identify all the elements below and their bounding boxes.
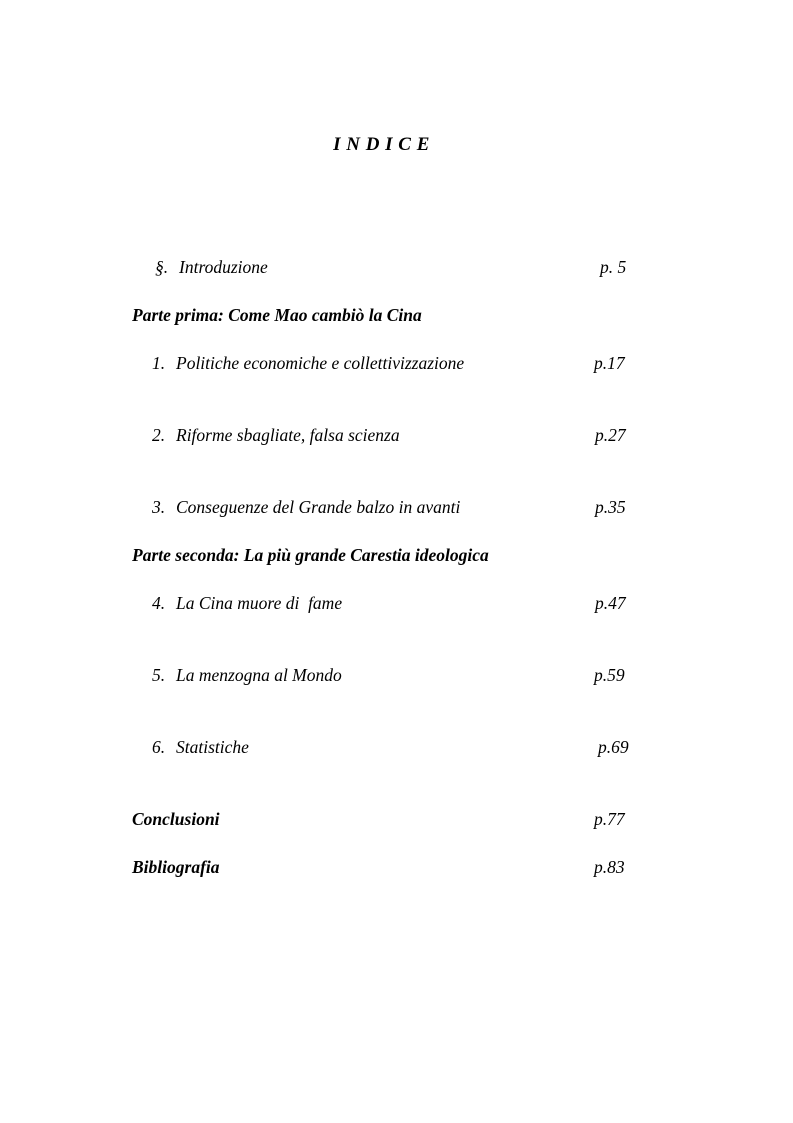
toc-page-ref: p.27 — [595, 425, 626, 445]
toc-entry-label: Introduzione — [179, 257, 268, 277]
toc-page-ref: p.35 — [595, 497, 626, 517]
toc-entry-marker: 4. — [152, 593, 166, 613]
toc-entry-chapter-2 — [152, 424, 400, 446]
toc-entry-marker: 1. — [152, 353, 166, 373]
toc-page-ref: p.59 — [594, 665, 625, 685]
toc-part-heading: Parte seconda: La più grande Carestia ideologica — [132, 545, 489, 565]
toc-entry-bibliografia: Bibliografia — [132, 857, 220, 877]
toc-entry-marker: 5. — [152, 665, 166, 685]
toc-entry-label: Riforme sbagliate, falsa scienza — [176, 425, 400, 445]
toc-page-ref: p.77 — [594, 809, 625, 829]
toc-entry-marker: 6. — [152, 737, 166, 757]
toc-part-heading: Parte prima: Come Mao cambiò la Cina — [132, 305, 422, 325]
toc-entry-chapter-5 — [152, 664, 342, 686]
toc-entry-chapter-4 — [152, 592, 342, 614]
toc-entry-label: Politiche economiche e collettivizzazione — [176, 353, 465, 373]
toc-page-ref: p.83 — [594, 857, 625, 877]
toc-entry-label: Statistiche — [176, 737, 249, 757]
toc-page-ref: p.17 — [594, 353, 625, 373]
toc-entry-label: La Cina muore di fame — [176, 593, 343, 613]
toc-page-ref: p.47 — [595, 593, 626, 613]
toc-entry-chapter-3 — [152, 496, 460, 518]
toc-entry-marker: 2. — [152, 425, 166, 445]
toc-entry-marker: 3. — [152, 497, 166, 517]
index-title: I N D I C E — [333, 134, 430, 155]
toc-entry-chapter-1 — [152, 352, 464, 374]
toc-entry-chapter-6 — [152, 736, 249, 758]
toc-page-ref: p. 5 — [600, 257, 627, 277]
toc-entry-label: Conseguenze del Grande balzo in avanti — [176, 497, 461, 517]
toc-entry-label: La menzogna al Mondo — [176, 665, 342, 685]
toc-entry-marker: §. — [155, 257, 169, 277]
toc-page-ref: p.69 — [598, 737, 629, 757]
toc-entry-conclusioni: Conclusioni — [132, 809, 220, 829]
toc-entry-introduzione — [155, 256, 268, 278]
